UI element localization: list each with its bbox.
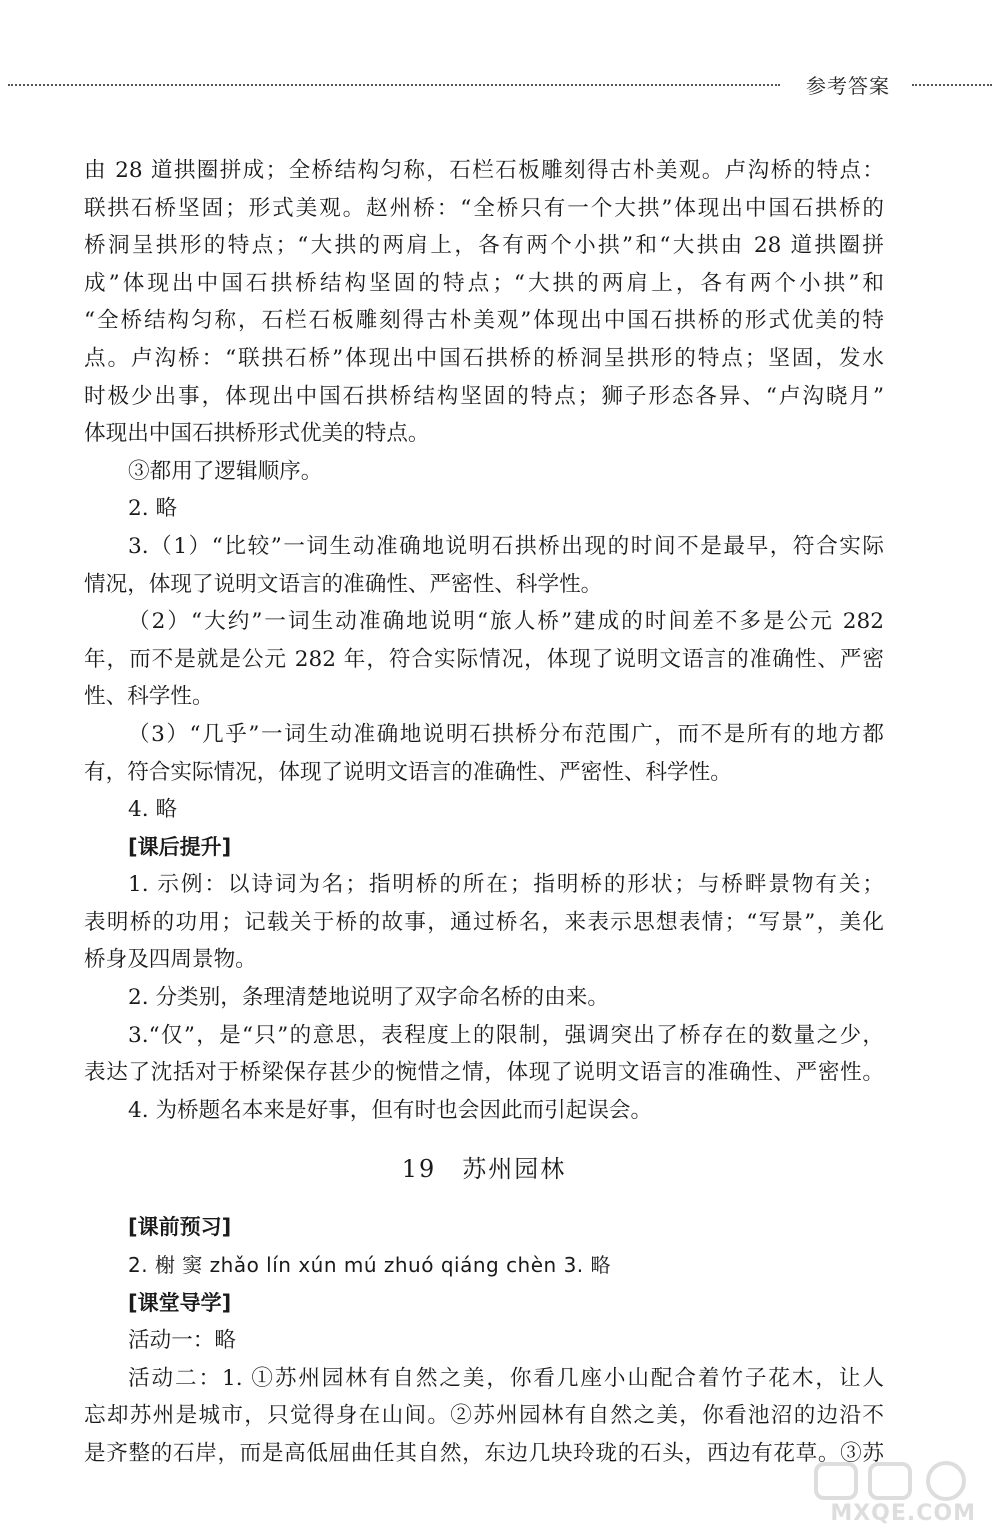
chapter-title: 苏州园林 [462,1155,567,1184]
text-line: 4. 为桥题名本来是好事，但有时也会因此而引起误会。 [128,1097,653,1123]
chapter-heading [84,1129,884,1209]
text-line: 2. 榭 窦 zhǎo lín xún mú zhuó qiáng chèn 3. 略 [128,1253,612,1278]
text-line: 桥洞呈拱形的特点；“大拱的两肩上，各有两个小拱”和“大拱由 28 道拱圈拼 [84,233,884,259]
text-line: 性、科学性。 [84,684,214,710]
text-line: 活动二：1. ①苏州园林有自然之美，你看几座小山配合着竹子花木，让人 [128,1365,884,1391]
header-dotted-rule-left [8,84,780,86]
text-line: 1. 示例：以诗词为名；指明桥的所在；指明桥的形状；与桥畔景物有关； [128,872,884,898]
text-line: 年，而不是就是公元 282 年，符合实际情况，体现了说明文语言的准确性、严密 [84,646,884,672]
text-line: 体现出中国石拱桥形式优美的特点。 [84,421,430,447]
section-heading: [课后提升] [128,834,232,859]
text-line: 表达了沈括对于桥梁保存甚少的惋惜之情，体现了说明文语言的准确性、严密性。 [84,1060,884,1086]
text-line: 有，符合实际情况，体现了说明文语言的准确性、严密性、科学性。 [84,759,732,785]
text-line: 3.“仅”，是“只”的意思，表程度上的限制，强调突出了桥存在的数量之少， [128,1022,884,1048]
watermark-text: MXQE.COM [830,1501,976,1526]
text-line: 忘却苏州是城市，只觉得身在山间。②苏州园林有自然之美，你看池沼的边沿不 [84,1403,884,1429]
text-line: 联拱石桥坚固；形式美观。赵州桥：“全桥只有一个大拱”体现出中国石拱桥的 [84,195,884,221]
header-title: 参考答案 [806,74,890,98]
text-line: 由 28 道拱圈拼成；全桥结构匀称，石栏石板雕刻得古朴美观。卢沟桥的特点： [84,158,884,183]
section-heading: [课堂导学] [128,1290,232,1315]
text-line: 桥身及四周景物。 [84,947,257,973]
text-line: 2. 分类别，条理清楚地说明了双字命名桥的由来。 [128,985,609,1011]
text-line: 3.（1）“比较”一词生动准确地说明石拱桥出现的时间不是最早，符合实际 [128,533,884,559]
answer-block-suzhou-gardens [84,1209,884,1472]
text-line: 4. 略 [128,797,178,823]
text-line: “全桥结构匀称，石栏石板雕刻得古朴美观”体现出中国石拱桥的形式优美的特 [84,308,884,334]
text-line: 成”体现出中国石拱桥结构坚固的特点；“大拱的两肩上，各有两个小拱”和 [84,270,884,296]
text-line: 时极少出事，体现出中国石拱桥结构坚固的特点；狮子形态各异、“卢沟晓月” [84,383,884,409]
answer-block-bridges [84,152,884,1129]
chapter-number: 19 [401,1155,437,1184]
text-line: 表明桥的功用；记载关于桥的故事，通过桥名，来表示思想表情；“写景”，美化 [84,909,884,935]
text-line: 点。卢沟桥：“联拱石桥”体现出中国石拱桥的桥洞呈拱形的特点；坚固，发水 [84,345,884,371]
section-heading: [课前预习] [128,1215,232,1240]
text-line: 2. 略 [128,496,178,522]
header-dotted-rule-right [912,84,992,86]
page-header [0,66,1000,106]
text-line: （2）“大约”一词生动准确地说明“旅人桥”建成的时间差不多是公元 282 [128,609,884,635]
text-line: 是齐整的石岸，而是高低屈曲任其自然，东边几块玲珑的石头，西边有花草。③苏 [84,1441,884,1466]
text-line: （3）“几乎”一词生动准确地说明石拱桥分布范围广，而不是所有的地方都 [128,721,884,747]
answer-content [84,152,884,1473]
text-line: ③都用了逻辑顺序。 [128,458,323,484]
text-line: 情况，体现了说明文语言的准确性、严密性、科学性。 [84,571,603,597]
watermark [802,1460,982,1526]
text-line: 活动一：略 [128,1328,236,1354]
watermark-logo-icon [808,1460,978,1504]
